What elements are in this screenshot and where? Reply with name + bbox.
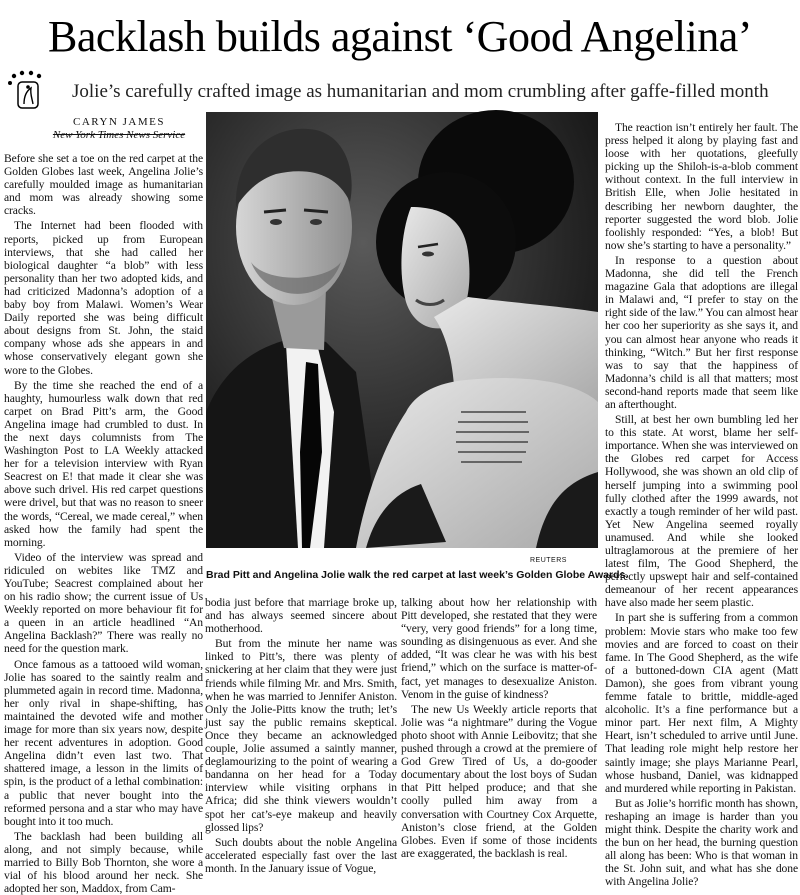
paragraph: The backlash had been building all along, and not simply because, while married to Billy Bob Thornton, she wore a vial of his blood around her neck. She adopted her son, Maddox, from Cam- bbox=[4, 829, 203, 895]
paragraph: Before she set a toe on the red carpet at the Golden Globes last week, Angelina Jolie’s carefully moulded image as humanitarian and mom was already showing some cracks. bbox=[4, 152, 203, 218]
byline-service: New York Times News Service bbox=[52, 129, 186, 141]
photo-caption: Brad Pitt and Angelina Jolie walk the red carpet at last week’s Golden Globe Awards. bbox=[206, 569, 629, 581]
photo-illustration bbox=[206, 112, 598, 548]
star-figure-icon bbox=[6, 70, 50, 114]
paragraph: The Internet had been flooded with reports, picked up from European interviews, that she had called her biological daughter “a blob” with less personality than her two adopted kids, and had criticized Madonna’s adoption of a baby boy from Malawi. Women’s Wear Daily reported she was being difficult about designs from St. John, the staid company whose ads she appears in and whose conservatively elegant gown she wore to the Globes. bbox=[4, 219, 203, 377]
paragraph: The reaction isn’t entirely her fault. The press helped it along by playing fast and loose with her quotations, gleefully picking up the Shiloh-is-a-blob comment without context. In the full interview in British Elle, when Jolie hesitated in describing her newborn daughter, the reporter suggested the word blob. Jolie foolishly responded: “Yes, a blob! But now she’s starting to have a personality.” bbox=[605, 121, 798, 252]
byline-author: CARYN JAMES bbox=[73, 116, 165, 128]
paragraph: Once famous as a tattooed wild woman, Jolie has soared to the saintly realm and plummeted again in record time. Madonna, her only rival in shape-shifting, has maintained the devoted wife and mother image for more than six years now, despite her recent adventures in adoption. Good Angelina didn’t even last two. That shattered image, a lesson in the limits of spin, is the product of a lethal combination: a public that never bought into the reformed persona and a star who may have bought into it too much. bbox=[4, 657, 203, 828]
article-column-3 bbox=[401, 596, 597, 860]
paragraph: Still, at best her own bumbling led her to this state. At worst, blame her self-importance. When she was interviewed on the Globes red carpet for Access Hollywood, she was shown an old clip of herself jumping into a swimming pool fully clothed after the 1999 awards, not exactly a tough reminder of her wild past. Yet New Angelina seemed royally unamused. And while she looked ultraglamorous at the premiere of her latest film, The Good Shepherd, the perfectly upswept hair and self-contained demeanour of her recent appearances have also made her seem plastic. bbox=[605, 413, 798, 610]
paragraph: But from the minute her name was linked to Pitt’s, there was plenty of snickering at her claim that they were just friends while filming Mr. and Mrs. Smith, when he was married to Jennifer Aniston. Only the Jolie-Pitts know the truth; let’s just say the public remains skeptical. Once they became an acknowledged couple, Jolie assumed a saintly manner, deglamourizing to the point of wearing a bandanna on her head for a Today interview while visiting orphans in Africa; did she think viewers wouldn’t spot her cat’s-eye makeup and heavily glossed lips? bbox=[205, 637, 397, 834]
paragraph: But as Jolie’s horrific month has shown, reshaping an image is harder than you might think. Despite the charity work and the bun on her head, the burning question all along has been: Who is that woman in the St. John suit, and what has she done with Angelina Jolie? bbox=[605, 796, 798, 889]
photo-credit: REUTERS bbox=[530, 557, 567, 564]
byline bbox=[34, 116, 204, 141]
red-carpet-photo bbox=[206, 112, 598, 548]
paragraph: bodia just before that marriage broke up, and has always seemed sincere about motherhood. bbox=[205, 596, 397, 636]
article-column-1 bbox=[4, 152, 203, 895]
article-column-2 bbox=[205, 596, 397, 875]
paragraph: Such doubts about the noble Angelina accelerated especially fast over the last month. In the January issue of Vogue, bbox=[205, 835, 397, 875]
paragraph: talking about how her relationship with Pitt developed, she restated that they were “very, very good friends” for a long time, sounding as disingenuous as ever. And she added, “It was clear he was with his best friend,” which on the surface is matter-of-fact, yet manages to desexualize Aniston. Venom in the guise of kindness? bbox=[401, 596, 597, 701]
paragraph: In response to a question about Madonna, she did tell the French magazine Gala that adoptions are illegal in Malawi and, “I prefer to stay on the right side of the law.” You can almost hear her coo her superiority as she says it, and you can almost hear anyone who reads it thinking, “Witch.” But her first response was to say that the happiness of Madonna’s child is all that matters; most second-hand reports made that seem like an afterthought. bbox=[605, 253, 798, 411]
paragraph: The new Us Weekly article reports that Jolie was “a nightmare” during the Vogue photo shoot with Annie Leibovitz; that she pushed through a crowd at the premiere of God Grew Tired of Us, a do-gooder documentary about the lost boys of Sudan that Pitt helped produce; and that she coolly pulled him away from a conversation with Courtney Cox Arquette, Aniston’s close friend, at the Golden Globes. Even if some of those incidents are exaggerated, the backlash is real. bbox=[401, 702, 597, 860]
paragraph: Video of the interview was spread and ridiculed on webites like TMZ and YouTube; Seacrest complained about her on his radio show; the current issue of Us Weekly reported on more behaviour fit for a queen in an article headlined “An Angelina Backlash?” There was really no need for the question mark. bbox=[4, 550, 203, 656]
article-column-4 bbox=[605, 121, 798, 889]
paragraph: In part she is suffering from a common problem: Movie stars who make too few movies and are forced to coast on their fame. In The Good Shepherd, as the wife of a buttoned-down CIA agent (Matt Damon), she goes from vibrant young femme fatale to brittle, middle-aged alcoholic. It’s a fine performance but a minor part. Her next film, A Mighty Heart, isn’t scheduled to arrive until June. That leading role might help restore her saintly image; she plays Marianne Pearl, whose husband, Daniel, was kidnapped and murdered while reporting in Pakistan. bbox=[605, 611, 798, 795]
headline: Backlash builds against ‘Good Angelina’ bbox=[48, 12, 752, 61]
paragraph: By the time she reached the end of a haughty, humourless walk down that red carpet on Brad Pitt’s arm, the Good Angelina image had crumbled to dust. In the next days columnists from The Washington Post to LA Weekly attacked her for a television interview with Ryan Seacrest on E! that made it clear she was above such drivel. His red carpet questions were drivel, but that was no reason to sneer the words, “Cereal, we made cereal,” when asked how the family had spent the morning. bbox=[4, 378, 203, 549]
section-logo bbox=[6, 70, 50, 114]
subheadline: Jolie’s carefully crafted image as humanitarian and mom crumbling after gaffe-filled month bbox=[72, 81, 769, 102]
